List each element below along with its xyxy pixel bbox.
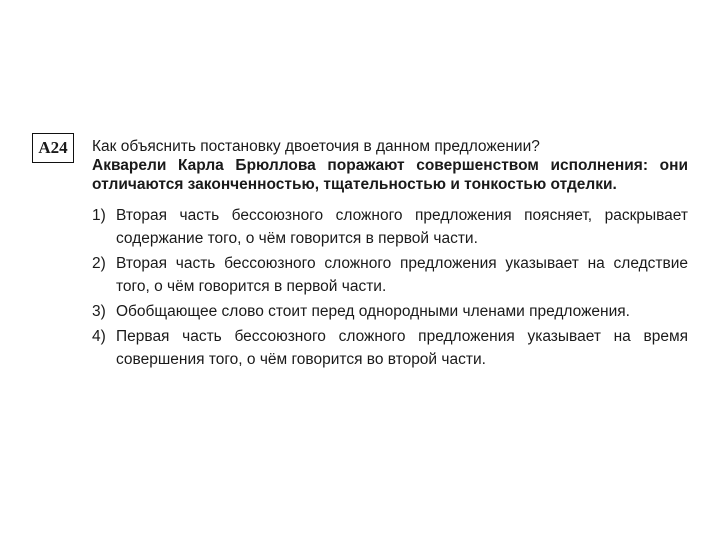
option-number: 2) [92,255,106,272]
answer-options [92,204,688,371]
answer-option-2 [92,252,688,298]
task-body [92,137,688,373]
answer-option-4 [92,325,688,371]
option-text: Обобщающее слово стоит перед однородными членами предложения. [116,303,630,320]
option-text: Вторая часть бессоюзного сложного предложения поясняет, раскрывает содержание того, о чём говорится в первой части. [116,207,688,247]
task-number-box: A24 [32,133,74,163]
option-number: 3) [92,303,106,320]
option-text: Первая часть бессоюзного сложного предложения указывает на время совершения того, о чём говорится во второй части. [116,328,688,368]
example-sentence: Акварели Карла Брюллова поражают совершенством исполнения: они отличаются законченностью, тщательностью и тонкостью отделки. [92,157,688,193]
option-number: 4) [92,328,106,345]
option-text: Вторая часть бессоюзного сложного предложения указывает на следствие того, о чём говорится в первой части. [116,255,688,295]
answer-option-1 [92,204,688,250]
answer-option-3 [92,300,688,323]
question-text: Как объяснить постановку двоеточия в данном предложении? [92,138,540,155]
option-number: 1) [92,207,106,224]
